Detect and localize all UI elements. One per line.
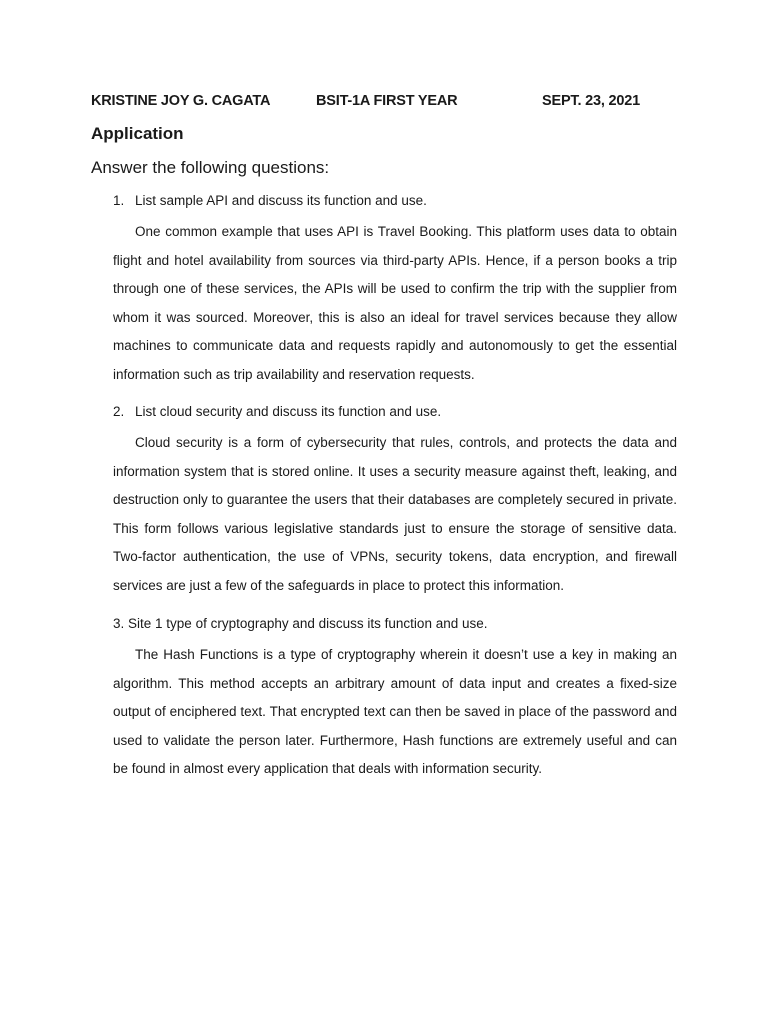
- question-1: [113, 193, 427, 208]
- question-3: [113, 616, 488, 631]
- course-year: BSIT-1A FIRST YEAR: [316, 93, 458, 109]
- question-2: [113, 404, 441, 419]
- question-text: List sample API and discuss its function and use.: [135, 193, 427, 208]
- question-text: List cloud security and discuss its function and use.: [135, 404, 442, 419]
- question-number: 2.: [113, 404, 125, 419]
- question-number: 3.: [113, 616, 125, 631]
- question-number: 1.: [113, 193, 125, 208]
- document-header: [91, 93, 691, 113]
- document-date: SEPT. 23, 2021: [542, 93, 640, 109]
- answer-3: The Hash Functions is a type of cryptography wherein it doesn’t use a key in making an algorithm. This method accepts an arbitrary amount of data input and creates a fixed-size output of enciphered text. That encrypted text can then be saved in place of the password and used to validate the person later. Furthermore, Hash functions are extremely useful and can be found in almost every application that deals with information security.: [113, 647, 677, 776]
- page-title: Application: [91, 124, 184, 143]
- answer-2: Cloud security is a form of cybersecurity that rules, controls, and protects the data and information system that is stored online. It uses a security measure against theft, leaking, and destruction only to guarantee the users that their databases are completely secured in private. This form follows various legislative standards just to ensure the storage of sensitive data. Two-factor authentication, the use of VPNs, security tokens, data encryption, and firewall services are just a few of the safeguards in place to protect this information.: [113, 435, 677, 593]
- instructions-heading: Answer the following questions:: [91, 158, 330, 177]
- student-name: KRISTINE JOY G. CAGATA: [91, 93, 271, 109]
- answer-1: One common example that uses API is Travel Booking. This platform uses data to obtain flight and hotel availability from sources via third-party APIs. Hence, if a person books a trip through one of these services, the APIs will be used to confirm the trip with the supplier from whom it was sourced. Moreover, this is also an ideal for travel services because they allow machines to communicate data and requests rapidly and autonomously to get the essential information such as trip availability and reservation requests.: [113, 224, 677, 382]
- question-text: Site 1 type of cryptography and discuss its function and use.: [128, 616, 488, 631]
